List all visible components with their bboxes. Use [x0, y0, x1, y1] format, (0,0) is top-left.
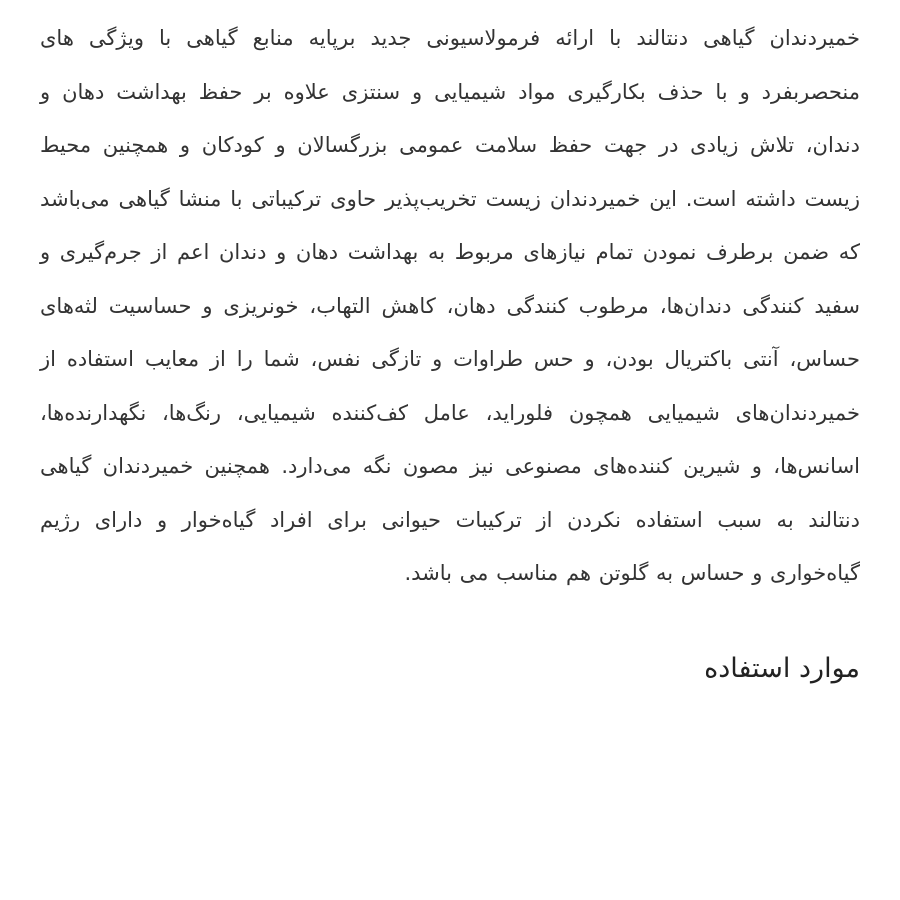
- usage-section-heading: موارد استفاده: [704, 652, 860, 684]
- product-description-paragraph: خمیردندان گیاهی دنتالند با ارائه فرمولاسیونی جدید برپایه منابع گیاهی با ویژگی های منحصربفرد و با حذف بکارگیری مواد شیمیایی و سنتزی علاوه بر حفظ بهداشت دهان و دندان، تلاش زیادی در جهت حفظ سلامت عمومی بزرگسالان و کودکان و همچنین محیط زیست داشته است. این خمیردندان زیست تخریب‌پذیر حاوی ترکیباتی با منشا گیاهی می‌باشد که ضمن برطرف نمودن تمام نیازهای مربوط به بهداشت دهان و دندان اعم از جرم‌گیری و سفید کنندگی دندان‌ها، مرطوب کنندگی دهان، کاهش التهاب، خونریزی و حساسیت لثه‌های حساس، آنتی باکتریال بودن، و حس طراوات و تازگی نفس، شما را از معایب استفاده از خمیردندان‌های شیمیایی همچون فلوراید، عامل کف‌کننده شیمیایی، رنگ‌ها، نگهدارنده‌ها، اسانس‌ها، و شیرین کننده‌های مصنوعی نیز مصون نگه می‌دارد. همچنین خمیردندان گیاهی دنتالند به سبب استفاده نکردن از ترکیبات حیوانی برای افراد گیاه‌خوار و دارای رژیم گیاه‌خواری و حساس به گلوتن هم مناسب می باشد.: [40, 26, 860, 585]
